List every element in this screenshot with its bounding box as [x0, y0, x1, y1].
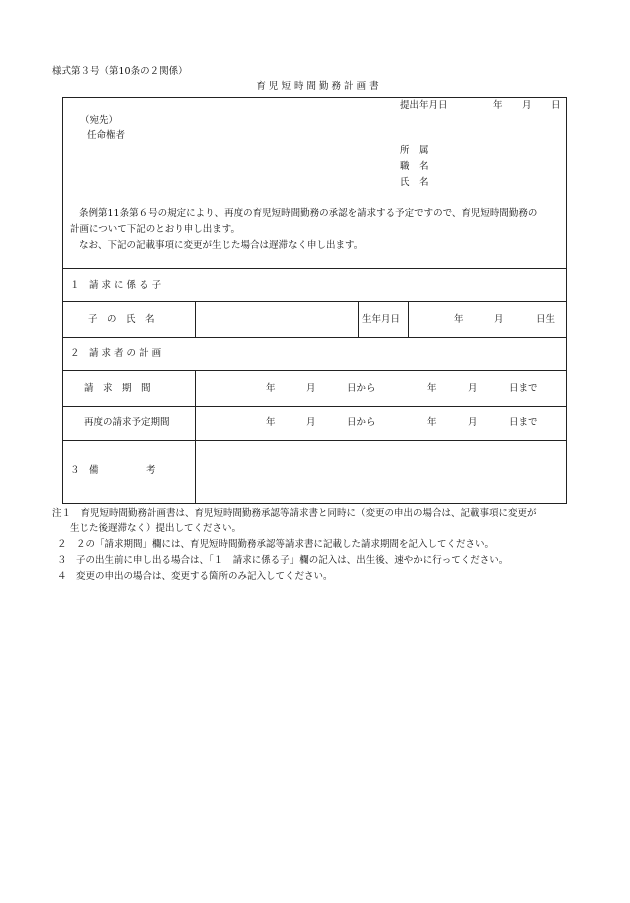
re-period-start-month: 月: [306, 417, 316, 428]
submission-day: 日: [551, 100, 561, 111]
section2-heading: ２ 請 求 者 の 計 画: [70, 348, 162, 359]
affiliation-label: 所 属: [400, 145, 429, 156]
col-child-label: [195, 301, 196, 337]
rule-top-section-end: [62, 268, 567, 269]
birth-year: 年: [454, 314, 464, 325]
period-start-day: 日から: [347, 383, 376, 394]
section1-heading: １ 請 求 に 係 る 子: [70, 280, 162, 291]
note-4: ４ 変更の申出の場合は、変更する箇所のみ記入してください。: [57, 571, 333, 582]
period-end-month: 月: [468, 383, 478, 394]
rule-child-row: [62, 337, 567, 338]
form-number: 様式第３号（第10条の２関係）: [52, 66, 188, 77]
child-name-label: 子 の 氏 名: [88, 314, 155, 325]
period-end-year: 年: [427, 383, 437, 394]
rule-period-row: [62, 406, 567, 407]
col-birthdate-label: [408, 301, 409, 337]
note-3: ３ 子の出生前に申し出る場合は、「１ 請求に係る子」欄の記入は、出生後、速やかに行ってください。: [57, 555, 509, 566]
note-2: ２ ２の「請求期間」欄には、育児短時間勤務承認等請求書に記載した請求期間を記入してください。: [57, 539, 495, 550]
body-text-line3: なお、下記の記載事項に変更が生じた場合は遅滞なく申し出ます。: [79, 240, 364, 251]
re-period-end-year: 年: [427, 417, 437, 428]
re-period-label: 再度の請求予定期間: [84, 417, 170, 428]
name-label: 氏 名: [400, 177, 429, 188]
page-title: 育 児 短 時 間 勤 務 計 画 書: [256, 81, 379, 92]
birth-month: 月: [494, 314, 504, 325]
re-period-end-day: 日まで: [509, 417, 538, 428]
position-label: 職 名: [400, 161, 429, 172]
re-period-start-day: 日から: [347, 417, 376, 428]
re-period-end-month: 月: [468, 417, 478, 428]
addressee: （宛先）: [80, 115, 119, 126]
submission-month: 月: [522, 100, 532, 111]
period-start-month: 月: [306, 383, 316, 394]
birth-date-label: 生年月日: [362, 314, 401, 325]
submission-date-label: 提出年月日: [400, 100, 448, 111]
note-1-line1: 注１ 育児短時間勤務計画書は、育児短時間勤務承認等請求書と同時に（変更の申出の場合は、記載事項に変更が: [52, 508, 537, 519]
rule-section2-heading: [62, 370, 567, 371]
period-start-year: 年: [266, 383, 276, 394]
birth-day: 日生: [536, 314, 556, 325]
body-text-line1: 条例第11条第６号の規定により、再度の育児短時間勤務の承認を請求する予定ですので、育児短時間勤務の: [79, 208, 538, 219]
appointing-authority: 任命権者: [87, 130, 126, 141]
period-end-day: 日まで: [509, 383, 538, 394]
section3-heading: ３ 備 考: [70, 465, 156, 476]
body-text-line2: 計画について下記のとおり申し出ます。: [70, 224, 241, 235]
re-period-start-year: 年: [266, 417, 276, 428]
rule-re-period-row: [62, 440, 567, 441]
period-label: 請 求 期 間: [84, 383, 151, 394]
col-child-name: [358, 301, 359, 337]
submission-year: 年: [493, 100, 503, 111]
rule-section1-heading: [62, 301, 567, 302]
note-1-line2: 生じた後遅滞なく）提出してください。: [70, 523, 242, 534]
col-plan-label: [195, 370, 196, 504]
